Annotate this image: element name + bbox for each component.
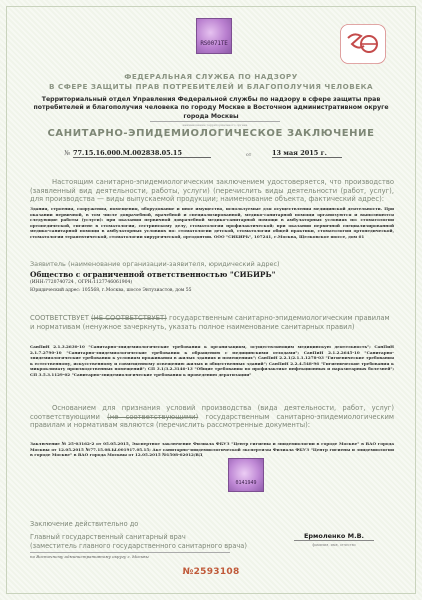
date-prefix: от — [246, 153, 252, 158]
chief-district: по Восточному административному округу г. Москвы — [30, 552, 230, 559]
conformity-heading — [30, 314, 394, 331]
conformity-rest: государственным санитарно-эпидемиологическим правилам и нормативам (ненужное зачеркнуть, указать полное наименование санитарных правил) — [30, 314, 390, 331]
grounds-intro: Основанием для признания условий производства (вида деятельности, работ, услуг) соответствующими — [30, 404, 394, 421]
agency-line-2: В СФЕРЕ ЗАЩИТЫ ПРАВ ПОТРЕБИТЕЛЕЙ И БЛАГОПОЛУЧИЯ ЧЕЛОВЕКА — [48, 82, 374, 91]
agency-line-1: ФЕДЕРАЛЬНАЯ СЛУЖБА ПО НАДЗОРУ — [124, 72, 298, 81]
applicant-ids: (ИНН:7720740724 , ОГРН:1127746061904) — [30, 280, 133, 285]
grounds-body: Заключение № 25-03162-2 от 05.05.2015, Экспертное заключение Филиала ФБУЗ "Центр гигиены и эпидемиологии в городе Москве" в ВАО города Москвы от 12.05.2015 №77.15.08.Ы.001917.05.15; Акт санитарно-эпидемиологической экспертизы Филиала ФБУЗ "Центр гигиены и эпидемиологии в городе Москве" в ВАО города Москвы от 12.05.2015 №1508-02012/ВД — [30, 441, 394, 458]
validity-label: Заключение действительно до — [30, 520, 139, 528]
grounds-heading — [30, 404, 394, 430]
grounds-struck: (не соответствующими) — [107, 412, 199, 421]
document-date: 13 мая 2015 г. — [272, 149, 342, 158]
chief-doctor-title — [30, 533, 290, 551]
chief-line-2: (заместитель главного государственного санитарного врача) — [30, 542, 247, 550]
grounds-rest: государственным санитарно-эпидемиологическим правилам и нормативам являются (перечислить рассмотренные документы): — [30, 412, 394, 430]
agency-title — [30, 72, 392, 92]
non-conformity-word: (НЕ СООТВЕТСТВУЕТ) — [91, 314, 167, 322]
conformity-word: СООТВЕТСТВУЕТ — [30, 314, 89, 322]
chief-line-1: Главный государственный санитарный врач — [30, 533, 186, 541]
hologram-code-2: 0141949 — [235, 480, 257, 486]
scope-body: Здания, строения, сооружения, помещения, оборудование и иное имущество, используемые для осуществления медицинской деятельности. При оказании первичной, в том числе доврачебной, врачебной и специализированной, медико-санитарной помощи организуются и выполняются следующие работы (услуги): при оказании первичной доврачебной медико-санитарной помощи в амбулаторных условиях по: стоматологии ортопедической, гигиене в стоматологии, сестринскому делу, стоматологии профилактической; при оказании первичной специализированной медико-санитарной помощи в амбулаторных условиях по: стоматологии детской, стоматологии общей практики, стоматологии ортопедической, стоматологии терапевтической, стоматологии хирургической, ортодонтии. ООО "СИБИРЬ", 107241, г.Москва, Щелковское шоссе, дом 61 — [30, 206, 394, 239]
applicant-label: Заявитель (наименование организации-заявителя, юридический адрес) — [30, 260, 280, 268]
applicant-name: Общество с ограниченной ответственностью "СИБИРЬ" — [30, 270, 276, 279]
hologram-sticker — [196, 18, 232, 54]
scope-intro: Настоящим санитарно-эпидемиологическим заключением удостоверяется, что производство (заявленный вид деятельности, работы, услуги) (перечислить виды деятельности (работ, услуг), для производства — виды выпускаемой продукции; наименование объекта, фактический адрес): — [30, 178, 394, 204]
document-number-line — [64, 149, 364, 161]
department-caption: наименование территориального органа — [150, 121, 280, 127]
hologram-sticker-2 — [228, 458, 264, 492]
document-title: САНИТАРНО-ЭПИДЕМИОЛОГИЧЕСКОЕ ЗАКЛЮЧЕНИЕ — [47, 128, 375, 139]
page-border — [6, 6, 416, 594]
serial-number: №2593108 — [182, 567, 240, 577]
department-name: Территориальный отдел Управления Федеральной службы по надзору в сфере защиты прав потребителей и благополучия человека по городу Москве в Восточном административном округе города Москвы — [33, 96, 389, 120]
signer-caption: фамилия, имя, отчество — [312, 543, 356, 547]
number-sign: № — [64, 149, 71, 157]
applicant-address: Юридический адрес: 105568, г.Москва, шоссе Энтузиастов, дом 55 — [30, 288, 192, 293]
signer-name: Ермоленко М.В. — [294, 532, 374, 541]
hologram-code: RS0071ТЕ — [200, 40, 228, 47]
agency-logo-icon — [340, 24, 386, 64]
document-number: 77.15.16.000.М.002838.05.15 — [73, 149, 211, 158]
conformity-body: СанПиН 2.1.3.2630-10 "Санитарно-эпидемиологические требования к организациям, осуществляющим медицинскую деятельность"; СанПиН 2.1.7.2790-10 "Санитарно-эпидемиологические требования к обращению с медицинскими отходами"; СанПиН 2.1.2.2645-10 "Санитарно-эпидемиологические требования к условиям проживания в жилых зданиях и помещениях"; СанПиН 2.2.1/2.1.1.1278-03 "Гигиенические требования к естественному, искусственному и совмещенному освещению жилых и общественных зданий"; СанПиН 2.2.4.548-96 "Гигиенические требования к микроклимату производственных помещений"; СП 3.1/3.2.3146-13 "Общие требования по профилактике инфекционных и паразитарных болезней"; СП 3.5.3.1129-02 "Санитарно-эпидемиологические требования к проведению дератизации" — [30, 344, 394, 377]
